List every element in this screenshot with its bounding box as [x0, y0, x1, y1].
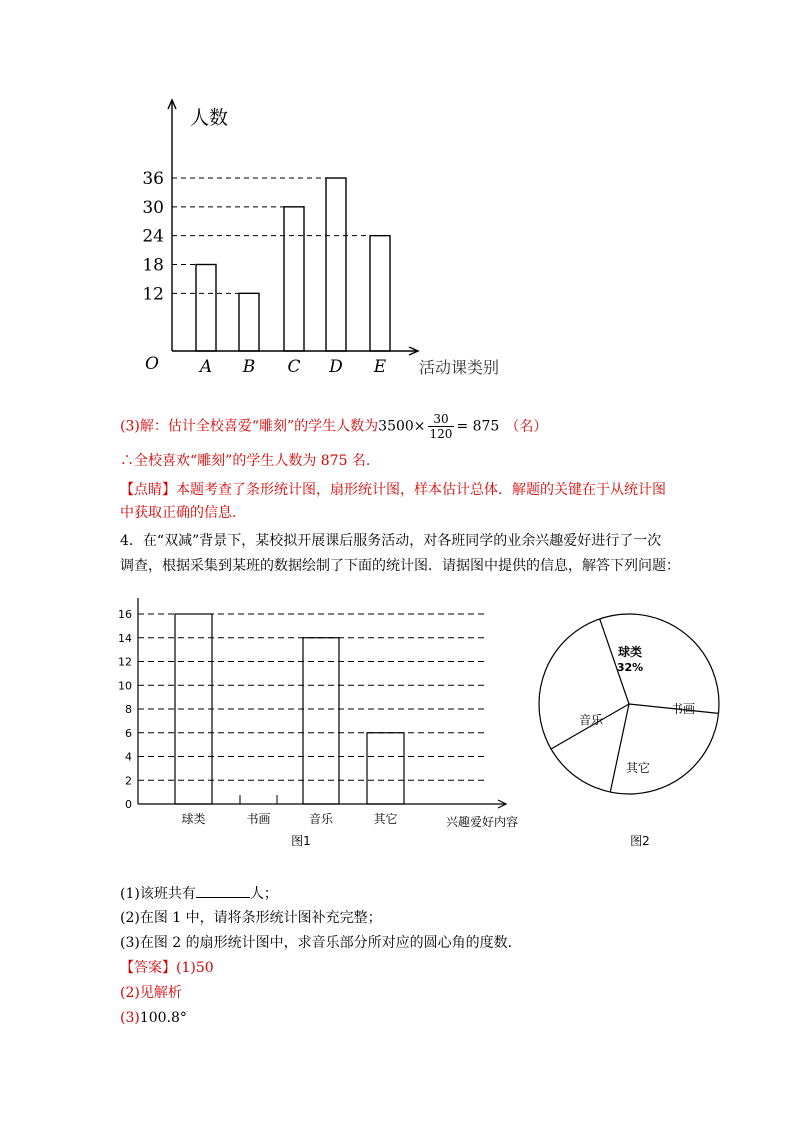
y-tick-label: 6: [125, 726, 132, 740]
answer-line: [120, 958, 214, 978]
x-axis-label: 活动课类别: [419, 358, 500, 377]
y-tick-label: 0: [125, 798, 132, 811]
pie-slice-boundary: [610, 704, 629, 792]
y-tick-label: 36: [142, 169, 164, 189]
y-tick-label: 12: [142, 284, 164, 305]
conclusion: ∴全校喜欢“雕刻”的学生人数为 875 名.: [120, 453, 371, 469]
y-tick-label: 8: [125, 703, 132, 716]
y-tick-label: 10: [118, 679, 132, 693]
question4-line1: 4．在“双减”背景下，某校拟开展课后服务活动，对各班同学的业余兴趣爱好进行了一次: [120, 533, 662, 549]
y-tick-label: 2: [125, 774, 132, 788]
answer-2: (2)见解析: [120, 985, 182, 1001]
answer-tag: 【答案】: [120, 960, 176, 976]
y-tick-label: 30: [142, 197, 164, 218]
y-tick-label: 12: [118, 655, 132, 669]
solution-unit: （名）: [505, 418, 548, 435]
x-tick-label: A: [199, 357, 213, 377]
comment-text: 本题考查了条形统计图，扇形统计图，样本估计总体．解题的关键在于从统计图: [176, 482, 666, 498]
x-tick-label: D: [329, 357, 343, 377]
question4-line2: 调查，根据采集到某班的数据绘制了下面的统计图．请据图中提供的信息，解答下列问题：: [120, 558, 680, 574]
answer-3: [120, 1008, 187, 1028]
answer-3-prefix: (3): [120, 1010, 140, 1026]
comment-line1: [120, 480, 666, 500]
x-tick-label: E: [373, 357, 387, 377]
fraction-denominator: 120: [429, 427, 453, 441]
pie-label: 球类: [617, 645, 643, 659]
pie-label: 音乐: [578, 713, 604, 727]
x-tick-label: 球类: [181, 812, 206, 826]
y-tick-label: 18: [142, 255, 164, 276]
figure-caption: 图2: [630, 834, 650, 848]
pie-label: 书画: [670, 702, 696, 716]
bar: [239, 293, 259, 351]
fraction-numerator: 30: [428, 412, 455, 427]
x-tick-label: 其它: [373, 812, 398, 826]
comment-line2: 中获取正确的信息.: [120, 505, 237, 521]
fraction: [428, 412, 455, 441]
bar: [367, 733, 404, 804]
y-tick-label: 16: [118, 608, 132, 621]
solution-result: = 875: [456, 418, 500, 435]
times-sign: ×: [413, 418, 426, 435]
y-tick-label: 4: [125, 750, 132, 764]
solution-prefix: (3)解：估计全校喜爱“雕刻”的学生人数为: [120, 418, 379, 435]
answer-3-value: 100.8°: [139, 1010, 187, 1026]
pie-label: 其它: [625, 761, 651, 775]
sub-question-2: (2)在图 1 中，请将条形统计图补充完整；: [120, 910, 382, 926]
solution-part3: [120, 412, 547, 441]
solution-base: 3500: [378, 418, 414, 435]
y-tick-label: 24: [142, 226, 164, 247]
comment-tag: 【点睛】: [120, 482, 176, 498]
x-tick-label: 书画: [246, 812, 271, 826]
figure-caption: 图1: [291, 834, 311, 848]
x-tick-label: C: [287, 357, 301, 377]
pie-percent-label: 32%: [616, 661, 644, 674]
answer-1: (1)50: [176, 960, 214, 976]
sub1-text-post: 人；: [249, 886, 278, 902]
sub-question-3: (3)在图 2 的扇形统计图中，求音乐部分所对应的圆心角的度数.: [120, 935, 513, 951]
x-tick-label: B: [242, 357, 256, 377]
answer-blank: [196, 883, 250, 898]
sub1-text: (1)该班共有: [120, 886, 196, 902]
x-tick-label: 音乐: [308, 812, 334, 826]
origin-label: O: [145, 354, 159, 374]
y-tick-label: 14: [118, 631, 132, 645]
x-axis-label: 兴趣爱好内容: [446, 815, 519, 829]
sub-question-1: [120, 883, 278, 904]
bar: [303, 638, 339, 804]
y-axis-label: 人数: [190, 107, 229, 129]
